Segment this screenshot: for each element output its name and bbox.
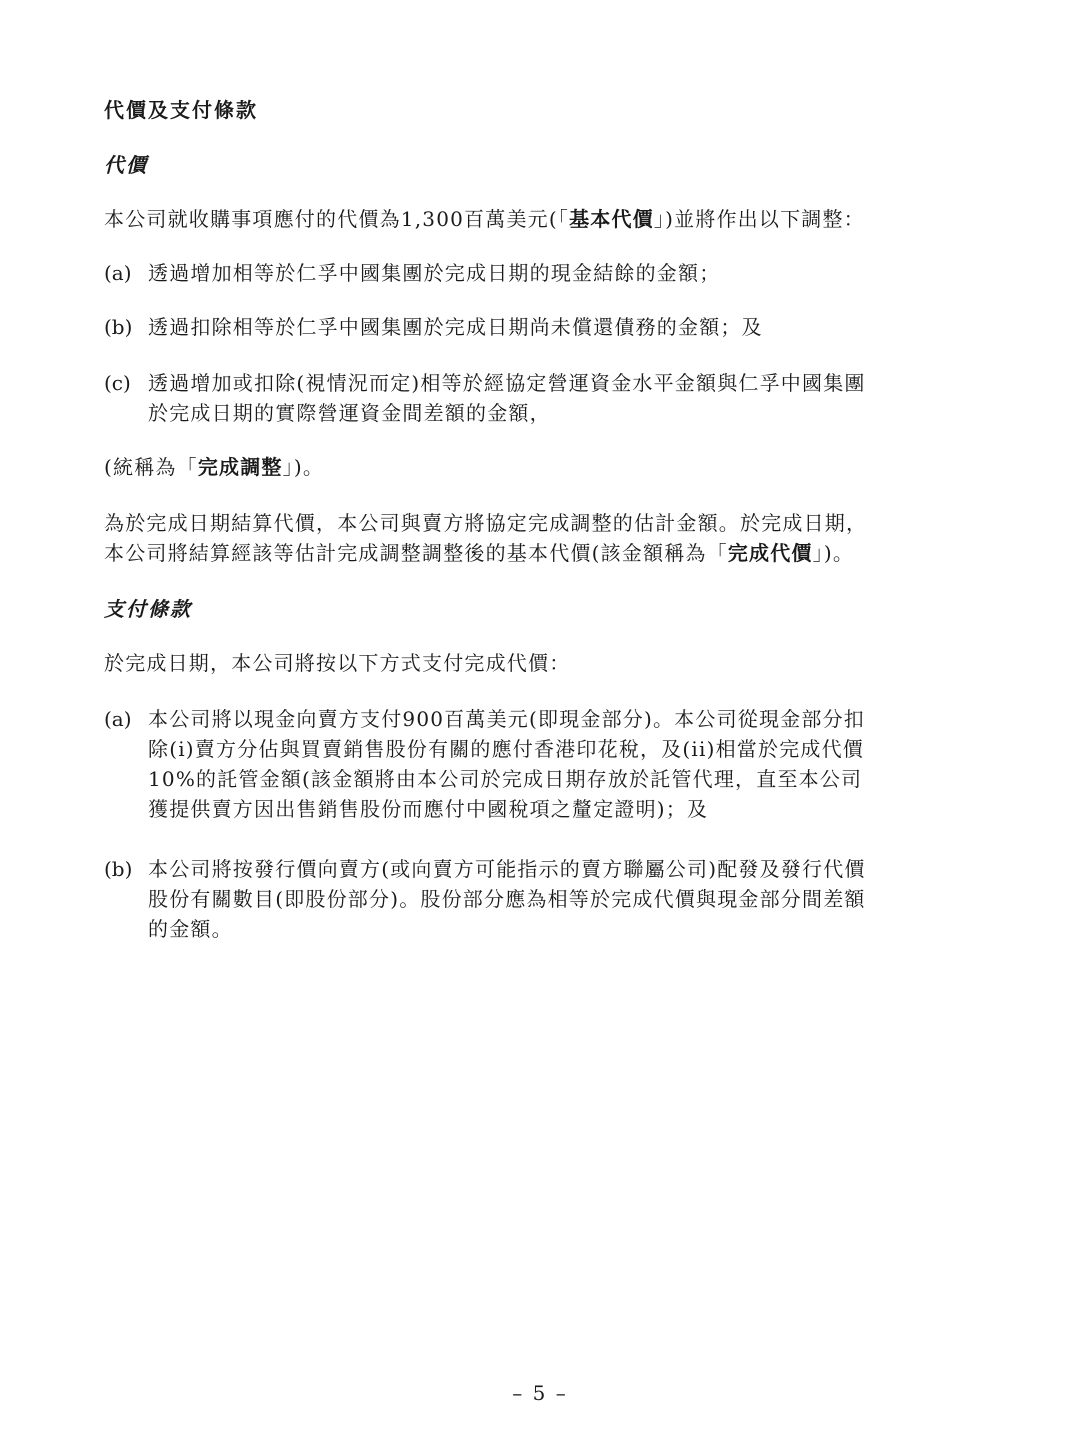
list-marker: (a) (104, 261, 132, 285)
text-run: 本公司就收購事項應付的代價為1,300百萬美元(「 (104, 207, 570, 231)
list-marker: (b) (104, 857, 133, 881)
list-item-line: 股份有關數目(即股份部分)。股份部分應為相等於完成代價與現金部分間差額 (148, 887, 866, 911)
list-item-line: 獲提供賣方因出售銷售股份而應付中國稅項之釐定證明)；及 (148, 797, 709, 821)
list-item-line: 本公司將按發行價向賣方(或向賣方可能指示的賣方聯屬公司)配發及發行代價 (148, 857, 866, 881)
list-item-line: 的金額。 (148, 917, 233, 941)
paragraph-line: 為於完成日期結算代價，本公司與賣方將協定完成調整的估計金額。於完成日期， (104, 511, 868, 535)
defined-term: 基本代價 (569, 207, 654, 231)
defined-term: 完成代價 (727, 541, 813, 565)
text-run: 」)。 (812, 541, 855, 565)
list-marker: (b) (104, 315, 133, 339)
list-item-line: 10%的託管金額(該金額將由本公司於完成日期存放於託管代理，直至本公司 (148, 767, 863, 791)
list-item-line: 透過增加或扣除(視情況而定)相等於經協定營運資金水平金額與仁孚中國集團 (148, 371, 866, 395)
text-run: (統稱為「 (104, 455, 198, 479)
list-item-line: 於完成日期的實際營運資金間差額的金額， (148, 401, 551, 425)
subheading-payment-terms: 支付條款 (104, 597, 192, 621)
text-run: 」)並將作出以下調整： (653, 207, 865, 231)
list-item-line: 除(i)賣方分佔與買賣銷售股份有關的應付香港印花稅，及(ii)相當於完成代價 (148, 737, 864, 761)
list-marker: (a) (104, 707, 132, 731)
list-item-line: 本公司將以現金向賣方支付900百萬美元(即現金部分)。本公司從現金部分扣 (148, 707, 865, 731)
text-run: 」)。 (282, 455, 325, 479)
text-run: 本公司將結算經該等估計完成調整調整後的基本代價(該金額稱為「 (104, 541, 728, 565)
subheading-consideration: 代價 (104, 153, 148, 177)
paragraph-base-consideration (104, 204, 984, 234)
paragraph-line (104, 538, 984, 568)
paragraph-settlement (104, 508, 984, 568)
list-item-line: 透過扣除相等於仁孚中國集團於完成日期尚未償還債務的金額；及 (148, 315, 763, 339)
list-item-line: 透過增加相等於仁孚中國集團於完成日期的現金結餘的金額； (148, 261, 721, 285)
paragraph-payment-intro: 於完成日期，本公司將按以下方式支付完成代價： (104, 651, 571, 675)
defined-term: 完成調整 (197, 455, 283, 479)
list-marker: (c) (104, 371, 131, 395)
paragraph-collective-term (104, 452, 984, 482)
section-heading: 代價及支付條款 (104, 98, 258, 122)
page-number: – 5 – (512, 1381, 568, 1405)
